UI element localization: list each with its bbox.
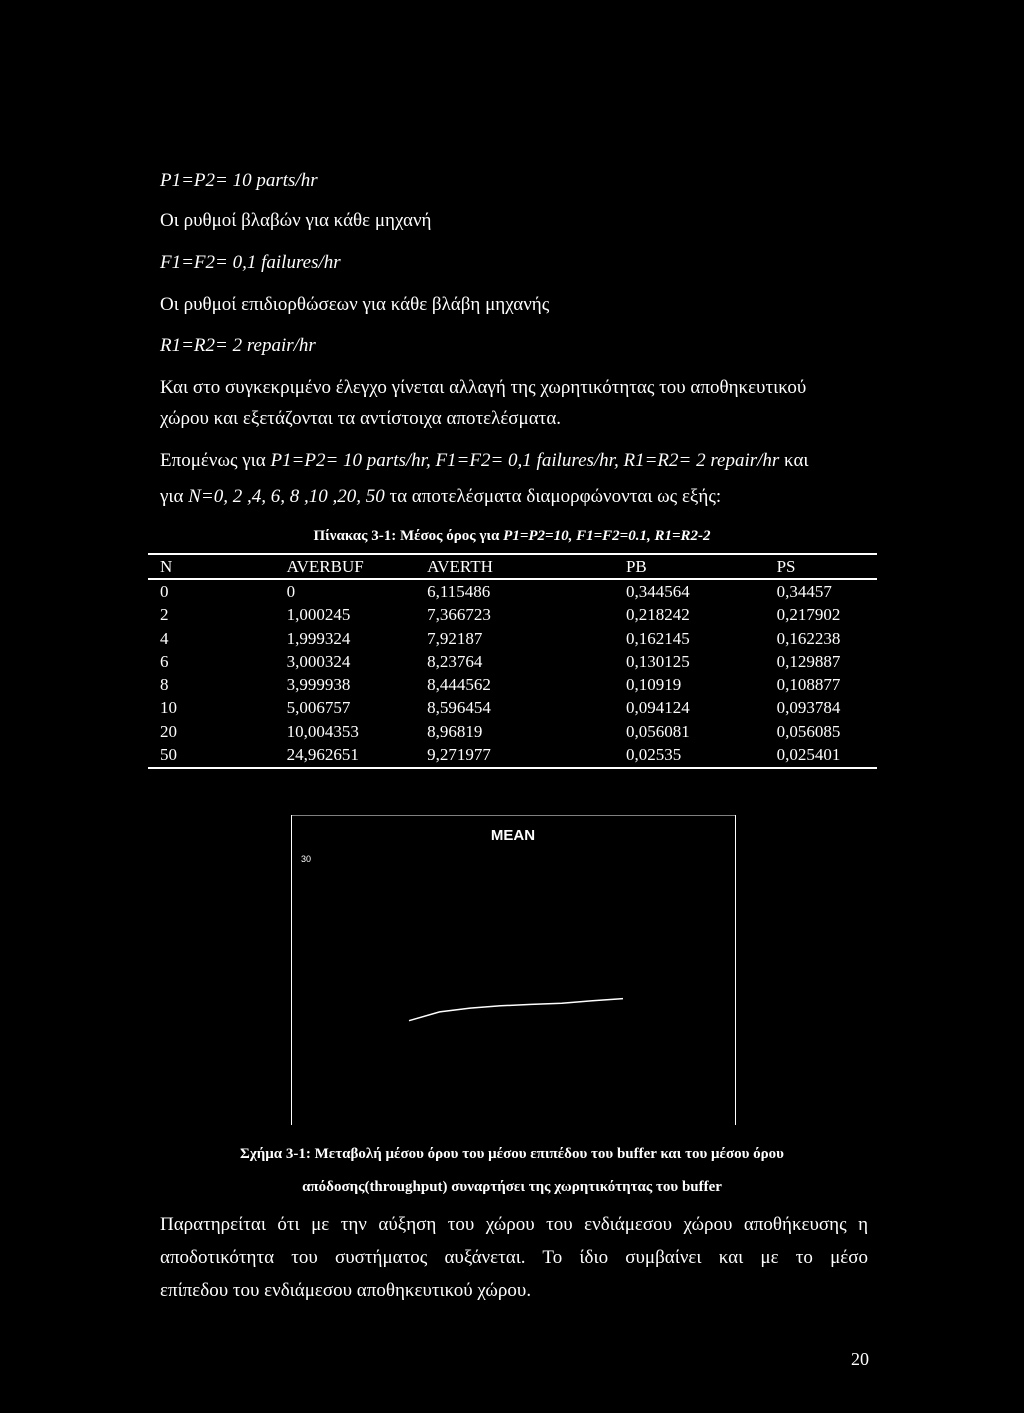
table-row — [148, 673, 877, 696]
cell: 20 — [160, 721, 177, 741]
intro-line-3-prefix: Επομένως για — [160, 450, 271, 471]
chart-title: MEAN — [490, 827, 536, 844]
cell: 0,056081 — [625, 721, 690, 741]
mean-chart — [291, 815, 736, 1125]
cell: 0,056085 — [776, 721, 841, 741]
header-averbuf: AVERBUF — [286, 556, 364, 576]
table-row — [148, 697, 877, 720]
cell: 0,217902 — [776, 605, 841, 625]
failure-rate: F1=F2= 0,1 failures/hr — [160, 252, 341, 273]
repair-heading: Οι ρυθμοί επιδιορθώσεων για κάθε βλάβη μηχανής — [160, 294, 550, 315]
cell: 10 — [160, 698, 177, 718]
cell: 0 — [160, 581, 169, 601]
cell: 0,02535 — [625, 745, 682, 765]
intro-line-1: Και στο συγκεκριμένο έλεγχο γίνεται αλλαγή της χωρητικότητας του αποθηκευτικού — [160, 377, 807, 398]
cell: 0,162238 — [776, 628, 841, 648]
cell: 0,162145 — [625, 628, 690, 648]
cell: 0,093784 — [776, 698, 841, 718]
table-caption-params: P1=P2=10, F1=F2=0.1, R1=R2-2 — [503, 528, 711, 544]
table-caption-prefix: Πίνακας 3-1: Μέσος όρος για — [313, 528, 504, 544]
header-ps: PS — [776, 556, 796, 576]
chart-series — [409, 999, 623, 1021]
header-pb: PB — [625, 556, 647, 576]
header-averth: AVERTH — [427, 556, 493, 576]
cell: 0,218242 — [625, 605, 690, 625]
cell: 6 — [160, 651, 169, 671]
cell: 8,96819 — [427, 721, 483, 741]
cell: 0,108877 — [776, 675, 841, 695]
table-row — [148, 579, 877, 603]
conclusion-line-1: Παρατηρείται ότι με την αύξηση του χώρου του ενδιάμεσου χώρου αποθήκευσης η — [160, 1214, 868, 1235]
intro-line-3-suffix: και — [779, 450, 809, 471]
intro-line-4-prefix: για — [160, 486, 189, 507]
intro-line-4 — [160, 486, 721, 508]
cell: 0,344564 — [625, 581, 690, 601]
table-caption — [0, 528, 1024, 545]
table-header-row — [148, 554, 877, 579]
table-row — [148, 743, 877, 767]
cell: 5,006757 — [286, 698, 351, 718]
cell: 8,596454 — [427, 698, 491, 718]
cell: 9,271977 — [427, 745, 491, 765]
repair-rate: R1=R2= 2 repair/hr — [160, 335, 316, 356]
y-tick-label: 30 — [301, 854, 312, 864]
cell: 0,34457 — [776, 581, 832, 601]
table-row — [148, 650, 877, 673]
intro-line-3 — [160, 450, 809, 472]
production-rate: P1=P2= 10 parts/hr — [160, 170, 318, 191]
cell: 0,10919 — [625, 675, 682, 695]
intro-line-3-params: P1=P2= 10 parts/hr, F1=F2= 0,1 failures/hr, R1=R2= 2 repair/hr — [270, 450, 780, 471]
cell: 0 — [286, 581, 296, 601]
cell: 7,92187 — [427, 628, 483, 648]
cell: 3,999938 — [286, 675, 351, 695]
figure-caption-line-1: Σχήμα 3-1: Μεταβολή μέσου όρου του μέσου επιπέδου του buffer και του μέσου όρου — [240, 1146, 784, 1162]
cell: 1,000245 — [286, 605, 351, 625]
table-row — [148, 720, 877, 743]
cell: 24,962651 — [286, 745, 359, 765]
cell: 8,23764 — [427, 651, 483, 671]
cell: 6,115486 — [427, 581, 491, 601]
cell: 0,129887 — [776, 651, 841, 671]
cell: 1,999324 — [286, 628, 351, 648]
conclusion-line-2: αποδοτικότητα του συστήματος αυξάνεται. Το ίδιο συμβαίνει και με το μέσο — [160, 1247, 868, 1268]
cell: 2 — [160, 605, 169, 625]
cell: 4 — [160, 628, 169, 648]
cell: 10,004353 — [286, 721, 359, 741]
intro-line-2: χώρου και εξετάζονται τα αντίστοιχα αποτελέσματα. — [160, 408, 562, 429]
cell: 3,000324 — [286, 651, 351, 671]
figure-caption-line-2: απόδοσης(throughput) συναρτήσει της χωρητικότητας του buffer — [302, 1179, 722, 1195]
intro-line-4-suffix: τα αποτελέσματα διαμορφώνονται ως εξής: — [384, 486, 722, 507]
cell: 7,366723 — [427, 605, 491, 625]
header-n: N — [160, 556, 173, 576]
cell: 8,444562 — [427, 675, 491, 695]
cell: 8 — [160, 675, 169, 695]
cell: 0,094124 — [625, 698, 690, 718]
page-number: 20 — [851, 1349, 869, 1369]
cell: 50 — [160, 745, 177, 765]
results-table — [148, 553, 877, 769]
series-line — [409, 999, 623, 1021]
cell: 0,130125 — [625, 651, 690, 671]
table-row — [148, 627, 877, 650]
intro-line-4-values: N=0, 2 ,4, 6, 8 ,10 ,20, 50 — [188, 486, 385, 507]
table-row — [148, 604, 877, 627]
cell: 0,025401 — [776, 745, 841, 765]
conclusion-line-3: επίπεδου του ενδιάμεσου αποθηκευτικού χώρου. — [160, 1280, 532, 1301]
failure-heading: Οι ρυθμοί βλαβών για κάθε μηχανή — [160, 210, 432, 231]
